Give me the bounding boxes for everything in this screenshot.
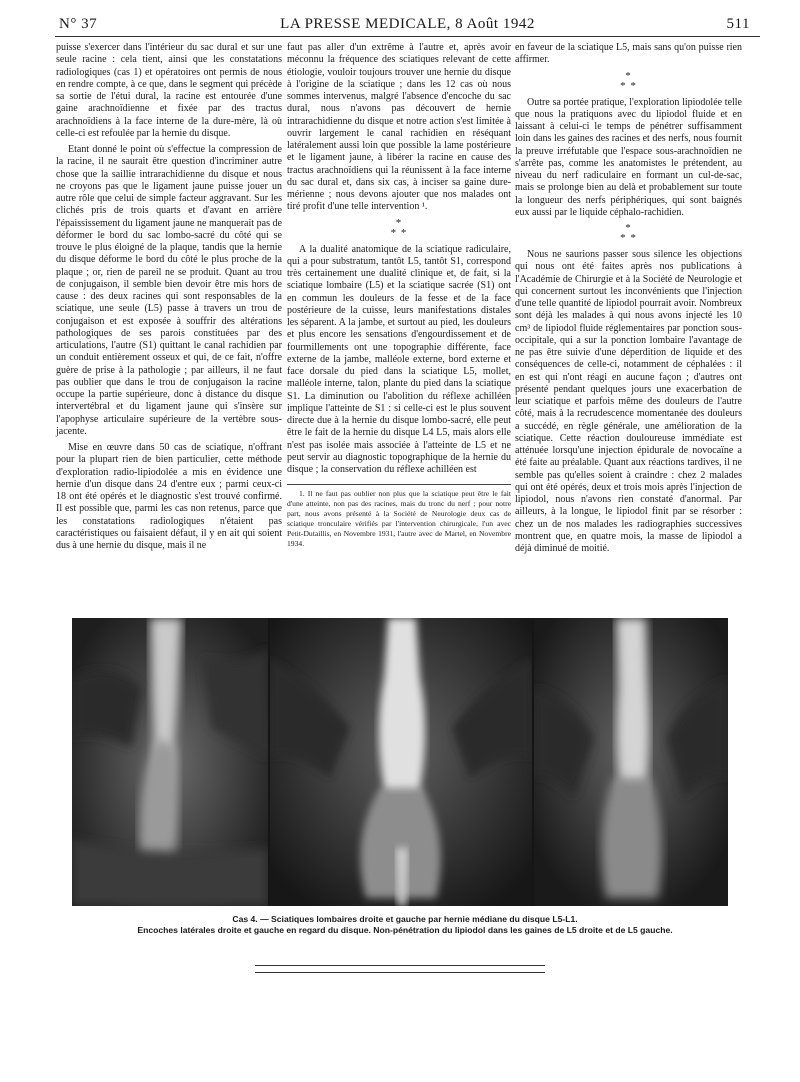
figure-caption xyxy=(80,914,730,936)
paragraph: Nous ne saurions passer sous silence les objections qui nous ont été faites après nos publications à l'Académie de Chirurgie et à la Société de Neurologie et qui concernent surtout les inconvénients que l'injection d'une telle quantité de lipiodol pourrait avoir. Nombreux sont déjà les malades à qui nous avons injecté les 10 cm³ de lipiodol fluide réglementaires par ponction sous-occipitale, qui a sur la ponction lombaire l'avantage de ne pas être suivie d'une déperdition de liquide et des conséquences de celle-ci, notamment de céphalées : il en est qui n'ont réagi en aucune façon ; d'autres ont présenté pendant quelques jours une exacerbation de leur sciatique et parfois même des douleurs de l'autre côté, mais à la recrudescence momentanée des douleurs a succédé, en règle générale, une amélioration de la sciatique. Cette réaction douloureuse immédiate est atténuée lorsqu'une injection épidurale de novocaïne a été faite au préalable. Quant aux réactions tardives, il ne semble pas qu'elles soient à craindre : chez 2 malades qui ont été opérés, deux et trois mois après l'injection de lipiodol, nous n'avons rien constaté d'anormal. Par ailleurs, à la longue, le lipiodol finit par se résorber : chez un de nos malades les radiographies successives montrent que, en quatre mois, la masse de lipiodol a déjà diminué de moitié. xyxy=(515,249,742,554)
asterism-bottom: * * xyxy=(620,232,637,244)
xray-figure xyxy=(72,618,728,906)
asterism-top: * xyxy=(395,216,403,229)
issue-number: N° 37 xyxy=(59,16,98,32)
section-separator xyxy=(515,71,742,91)
xray-image-left xyxy=(72,618,268,906)
page-number: 511 xyxy=(726,16,750,32)
column-1 xyxy=(56,42,282,610)
xray-image-center xyxy=(270,618,532,906)
asterism-bottom: * * xyxy=(390,226,408,239)
asterism-top: * xyxy=(625,69,632,82)
journal-title: LA PRESSE MEDICALE, 8 Août 1942 xyxy=(280,16,535,32)
xray-image-right xyxy=(534,618,728,906)
paragraph: Outre sa portée pratique, l'exploration lipiodolée telle que nous la pratiquons avec du lipiodol fluide et en laissant à celui-ci le temps de pénétrer suffisamment loin dans les gaines des racines et des nerfs, nous fournit la preuve irréfutable que l'espace sous-arachnoïdien ne s'arrête pas, comme les anatomistes le prétendent, au niveau du nerf radiculaire en formant un cul-de-sac, mais se prolonge bien au delà et probablement sur toute la longueur des nerfs périphériques, qui sont baignés eux aussi par le liquide céphalo-rachidien. xyxy=(515,96,742,218)
column-2 xyxy=(287,42,511,549)
paragraph: Mise en œuvre dans 50 cas de sciatique, n'offrant pour la plupart rien de bien particulier, cette méthode d'exploration radio-lipiodolée a mis en évidence une hernie d'un disque dans 24 d'entre eux ; parmi ceux-ci 18 ont été opérés et le diagnostic s'est trouvé confirmé. Il est possible que, parmi les cas non retenus, parce que les constatations radiologiques n'étaient pas caractéristiques ou faisaient défaut, il y en ait qui soient dus à une hernie du disque, mais il ne xyxy=(56,442,282,551)
paragraph: en faveur de la sciatique L5, mais sans qu'on puisse rien affirmer. xyxy=(515,42,742,66)
footnote: 1. Il ne faut pas oublier non plus que la sciatique peut être le fait d'une atteinte, non pas des racines, mais du tronc du nerf ; pour notre part, nous avons présenté à la Société de Neurologie deux cas de sciatique tronculaire vérifiés par l'intervention chirurgicale, l'un avec Petit-Dutaillis, en Novembre 1931, l'autre avec de Martel, en Novembre 1934. xyxy=(287,489,511,549)
section-separator xyxy=(287,218,511,238)
section-separator xyxy=(515,223,742,243)
caption-line-2: Encoches latérales droite et gauche en regard du disque. Non-pénétration du lipiodol dans les gaines de L5 droite et de L5 gauche. xyxy=(137,925,673,935)
paragraph: Etant donné le point où s'effectue la compression de la racine, il ne saurait être question d'incriminer autre chose que la saillie intrarachidienne du disque et nous ne croyons pas que le ligament jaune puisse jouer un autre rôle que celui de simple facteur aggravant. Sur les clichés pris de trois quarts et d'avant en arrière l'épaississement du ligament jaune ne manquerait pas de déformer le bord du sac lombo-sacré du côté qui se trouve le plus éloigné de la plaque, tandis que la hernie du disque déforme le bord du côté le plus proche de la plaque ; or, rien de pareil ne se produit. Quant au trou de conjugaison, il semble bien devoir être mis hors de cause : des deux racines qui sont responsables de la sciatique, une seule (L5) passe à travers un trou de conjugaison et est exposée à souffrir des altérations pathologiques de ses parois constituées par des articulations, l'autre (S1) quittant le canal rachidien par un conduit entièrement osseux et qui, de ce fait, n'offre guère de prise à la pathologie ; par ailleurs, il ne faut pas oublier que dans le trou de conjugaison la racine occupe la partie supérieure, donc à distance du disque intervertébral et du ligament jaune qui s'insère sur l'apophyse articulaire supérieure de la vertèbre sous-jacente. xyxy=(56,144,282,437)
caption-line-1: Cas 4. — Sciatiques lombaires droite et gauche par hernie médiane du disque L5-L1. xyxy=(232,914,578,924)
bottom-rule-2 xyxy=(255,972,545,973)
header-rule xyxy=(55,36,760,37)
footnote-rule xyxy=(287,484,511,485)
asterism-top: * xyxy=(625,222,632,234)
paragraph: puisse s'exercer dans l'intérieur du sac dural et sur une seule racine : cela tient, ainsi que les constatations radiologiques (cas 1) et opératoires ont permis de nous en rendre compte, à ce que, dans le segment qui précède sa sortie de l'étui dural, la racine est entourée d'une gaine arachnoïdienne et fixée par des tractus arachnoïdiens à la face interne de la dure-mère, là où celle-ci est refoulée par la hernie du disque. xyxy=(56,42,282,139)
paragraph: A la dualité anatomique de la sciatique radiculaire, qui a pour substratum, tantôt L5, tantôt S1, correspond très certainement une dualité clinique et, de fait, si la sciatique lombaire (L5) et la sciatique sacrée (S1) ont en commun les douleurs de la fesse et de la face postérieure de la cuisse, leurs manifestations distales les séparent. A la jambe, et surtout au pied, les douleurs et plus encore les sensations d'engourdissement et de fourmillements ont une topographie différente, face externe de la jambe, malléole externe, bord externe et face dorsale du pied dans la sciatique L5, mollet, malléole interne, talon, plante du pied dans la sciatique S1. La diminution ou l'abolition du réflexe achilléen implique l'atteinte de S1 : si celle-ci est le plus souvent directe due à la hernie du disque lombo-sacré, elle peut être le fait de la hernie du disque L4 L5, mais alors elle n'est pas isolée mais associée à l'atteinte de L5 et ne peut servir au diagnostic topographique de la hernie du disque ; la conservation du réflexe achilléen est xyxy=(287,243,511,475)
bottom-rule-1 xyxy=(255,965,545,966)
column-3 xyxy=(515,42,742,555)
paragraph: faut pas aller d'un extrême à l'autre et, après avoir méconnu la fréquence des sciatiques relevant de cette étiologie, vouloir toujours trouver une hernie du disque à l'origine de la sciatique ; dans les 12 cas où nous sommes intervenus, malgré l'absence d'encoche du sac dural, nous n'avons pas découvert de hernie intrarachidienne du disque et notre action s'est limitée à ouvrir largement le canal rachidien en réséquant latéralement aussi loin que possible la lame postérieure et le ligament jaune, à libérer la racine en cause des tractus arachnoïdiens qui la réunissent à la face interne du sac dural et, dans six cas, à inciser sa gaine dure-mérienne ; nous devons ajouter que nos malades ont tiré profit d'une telle intervention ¹. xyxy=(287,42,511,213)
asterism-bottom: * * xyxy=(620,79,637,92)
